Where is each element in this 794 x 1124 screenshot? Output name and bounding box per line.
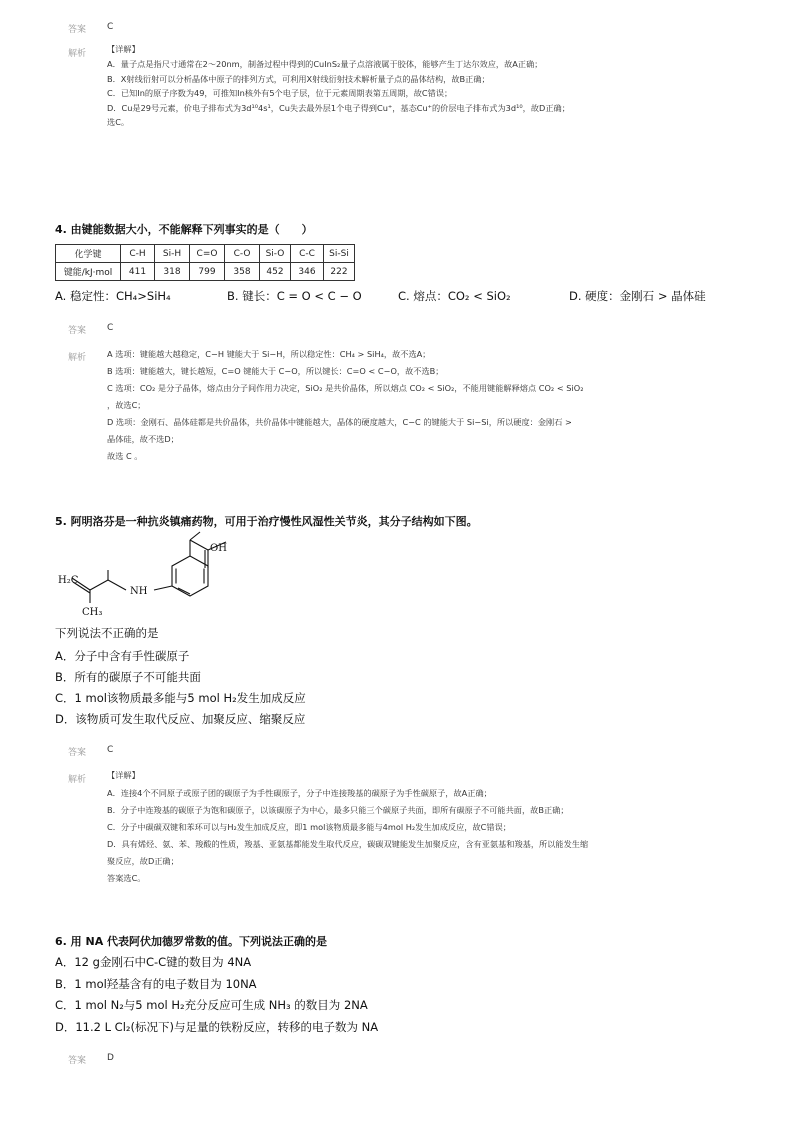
analysis-line: B．X射线衍射可以分析晶体中原子的排列方式，可利用X射线衍射技术解析量子点的晶体结构，故B正确； (107, 73, 490, 84)
option-b[interactable]: B．1 mol羟基含有的电子数目为 10NA (55, 976, 257, 991)
analysis-line: C．已知In的原子序数为49，可推知In核外有5个电子层，位于元素周期表第五周期，故C错误； (107, 88, 453, 98)
q4-analysis (107, 346, 583, 465)
analysis-line: B 选项：键能越大，键长越短，C=O 键能大于 C−O，所以键长：C=O < C−O，故不选B； (107, 366, 444, 376)
option-a[interactable]: A. 稳定性：CH₄>SiH₄ (55, 289, 171, 303)
analysis-line: 聚反应，故D正确； (107, 856, 179, 866)
table-cell: Si-Si (324, 245, 355, 263)
table-cell: 346 (291, 263, 324, 281)
table-cell: 318 (155, 263, 190, 281)
answer-label: 答案 (68, 748, 87, 758)
table-cell: C-C (291, 245, 324, 263)
table-cell: C-O (225, 245, 260, 263)
answer-value: C (107, 22, 114, 32)
option-b[interactable]: B．所有的碳原子不可能共面 (55, 670, 201, 684)
detail-heading: 【详解】 (107, 44, 140, 54)
table-cell: 键能/kJ·mol (56, 263, 121, 281)
analysis-line: A 选项：键能越大越稳定，C−H 键能大于 Si−H，所以稳定性：CH₄ > SiH₄，故不选A； (107, 349, 431, 359)
answer-value: C (107, 323, 114, 333)
analysis-line: C 选项：CO₂ 是分子晶体，熔点由分子间作用力决定，SiO₂ 是共价晶体，所以熔点 CO₂ < SiO₂，不能用键能解释熔点 CO₂ < SiO₂ (107, 383, 584, 393)
analysis-line: ，故选C； (107, 400, 146, 410)
table-row (56, 263, 355, 281)
option-c[interactable]: C. 熔点：CO₂ < SiO₂ (398, 289, 511, 303)
answer-label: 答案 (68, 326, 87, 336)
question-5-prompt: 下列说法不正确的是 (55, 626, 159, 640)
option-c[interactable]: C．1 mol该物质最多能与5 mol H₂发生加成反应 (55, 691, 306, 705)
bond-energy-table (55, 244, 355, 281)
table-cell: 452 (260, 263, 291, 281)
option-b[interactable]: B. 键长：C = O < C − O (227, 289, 362, 303)
option-d[interactable]: D. 硬度：金刚石 > 晶体硅 (569, 289, 706, 303)
option-d[interactable]: D．该物质可发生取代反应、加聚反应、缩聚反应 (55, 712, 306, 726)
table-cell: 222 (324, 263, 355, 281)
answer-value: C (107, 745, 114, 755)
hydroxyl-label: OH (210, 543, 227, 554)
methyl-label: CH₃ (82, 607, 103, 618)
answer-label: 答案 (68, 1056, 87, 1066)
option-a[interactable]: A．12 g金刚石中C-C键的数目为 4NA (55, 955, 252, 969)
q3-analysis (107, 57, 570, 130)
analysis-line: B．分子中连羧基的碳原子为饱和碳原子，以该碳原子为中心，最多只能三个碳原子共面，即所有碳原子不可能共面，故B正确； (107, 805, 569, 815)
molecule-structure (50, 528, 250, 620)
question-6-options (55, 952, 378, 1038)
table-cell: 358 (225, 263, 260, 281)
analysis-line: 选C。 (107, 117, 130, 127)
answer-value: D (107, 1053, 114, 1063)
option-a[interactable]: A．分子中含有手性碳原子 (55, 649, 190, 663)
question-6-title: 6. 用 NA 代表阿伏加德罗常数的值。下列说法正确的是 (55, 935, 328, 948)
question-5-title: 5. 阿明洛芬是一种抗炎镇痛药物，可用于治疗慢性风湿性关节炎，其分子结构如下图。 (55, 515, 478, 528)
analysis-line: A．连接4个不同原子或原子团的碳原子为手性碳原子，分子中连接羧基的碳原子为手性碳原子，故A正确； (107, 788, 492, 798)
table-cell: C=O (190, 245, 225, 263)
table-row (56, 245, 355, 263)
table-cell: 411 (121, 263, 155, 281)
analysis-line: A．量子点是指尺寸通常在2～20nm，制备过程中得到的CuInS₂量子点溶液属于胶体，能够产生丁达尔效应，故A正确； (107, 59, 543, 69)
analysis-label: 解析 (68, 775, 87, 785)
analysis-label: 解析 (68, 353, 87, 363)
analysis-label: 解析 (68, 49, 87, 59)
analysis-line: 答案选C。 (107, 873, 146, 883)
analysis-line: 晶体硅，故不选D； (107, 434, 179, 444)
analysis-line: D．具有烯烃、氨、苯、羧酸的性质，羧基、亚氨基都能发生取代反应，碳碳双键能发生加聚反应，含有亚氨基和羧基，所以能发生缩 (107, 839, 589, 849)
table-cell: Si-H (155, 245, 190, 263)
question-5-options (55, 646, 306, 730)
analysis-line: D．Cu是29号元素，价电子排布式为3d¹⁰4s¹，Cu失去最外层1个电子得到Cu⁺，基态Cu⁺的价层电子排布式为3d¹⁰，故D正确； (107, 102, 570, 113)
table-cell: 799 (190, 263, 225, 281)
amine-label: NH (130, 586, 148, 597)
q5-analysis (107, 785, 588, 887)
table-cell: 化学键 (56, 245, 121, 263)
methylene-label: H₂C (58, 575, 79, 586)
detail-heading: 【详解】 (107, 770, 140, 780)
table-cell: Si-O (260, 245, 291, 263)
answer-label: 答案 (68, 25, 87, 35)
option-c[interactable]: C．1 mol N₂与5 mol H₂充分反应可生成 NH₃ 的数目为 2NA (55, 998, 368, 1012)
analysis-line: C．分子中碳碳双键和苯环可以与H₂发生加成反应，即1 mol该物质最多能与4mol H₂发生加成反应，故C错误； (107, 822, 511, 832)
analysis-line: 故选 C 。 (107, 451, 143, 461)
table-cell: C-H (121, 245, 155, 263)
question-4-title: 4. 由键能数据大小，不能解释下列事实的是（ ） (55, 223, 313, 236)
analysis-line: D 选项：金刚石、晶体硅都是共价晶体，共价晶体中键能越大，晶体的硬度越大，C−C 的键能大于 Si−Si，所以硬度：金刚石 > (107, 417, 572, 427)
question-4-options (55, 288, 755, 304)
option-d[interactable]: D．11.2 L Cl₂(标况下)与足量的铁粉反应，转移的电子数为 NA (55, 1019, 379, 1034)
